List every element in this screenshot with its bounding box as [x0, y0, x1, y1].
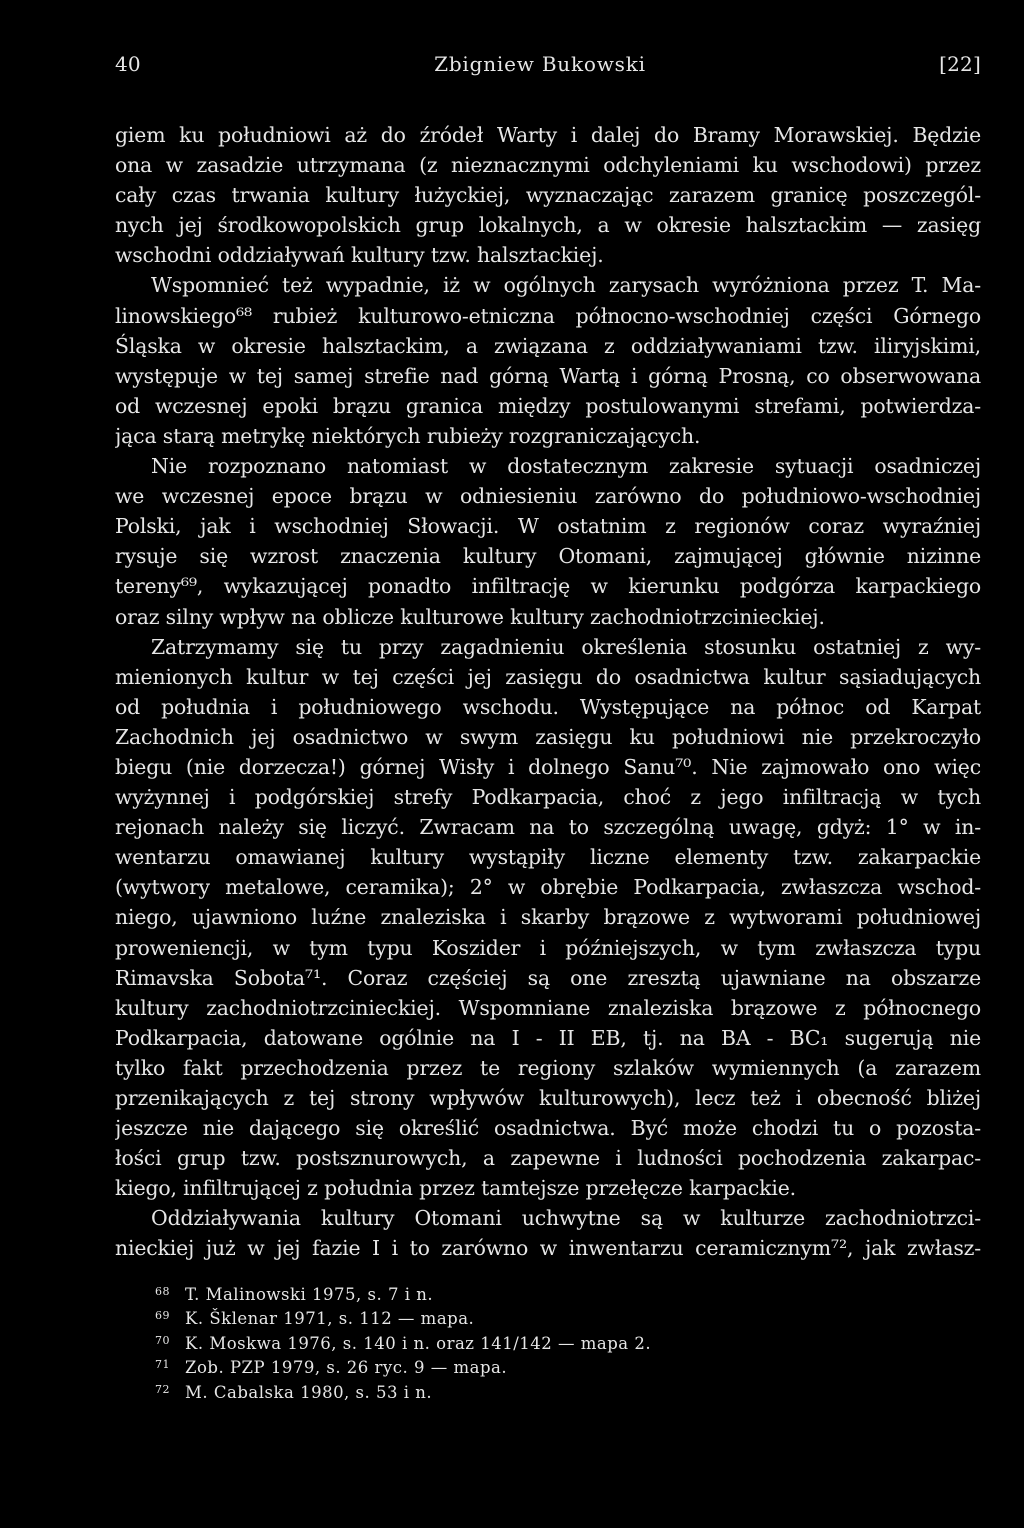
footnote-number: 69 [155, 1309, 170, 1323]
text-line: łości grup tzw. postsznurowych, a zapewne i ludności pochodzenia zakarpac- [115, 1146, 981, 1171]
footnotes [155, 1284, 981, 1407]
running-header [115, 52, 981, 82]
text-line: Oddziaływania kultury Otomani uchwytne są w kulturze zachodniotrzci- [151, 1206, 981, 1231]
text-line: przenikających z tej strony wpływów kulturowych), lecz też i obecność bliżej [115, 1086, 981, 1110]
text-line: linowskiego⁶⁸ rubież kulturowo-etniczna północno-wschodniej części Górnego [115, 303, 981, 328]
text-line: Śląska w okresie halsztackim, a związana z oddziaływaniami tzw. iliryjskimi, [115, 333, 981, 358]
footnote-text: K. Moskwa 1976, s. 140 i n. oraz 141/142 — mapa 2. [185, 1333, 652, 1353]
running-header-author: Zbigniew Bukowski [434, 52, 646, 76]
text-line: Wspomnieć też wypadnie, iż w ogólnych zarysach wyróżniona przez T. Ma- [151, 273, 981, 298]
text-line: wentarzu omawianej kultury wystąpiły liczne elementy tzw. zakarpackie [115, 845, 981, 870]
text-line: Polski, jak i wschodniej Słowacji. W ostatnim z regionów coraz wyraźniej [115, 514, 981, 539]
footnote-number: 70 [155, 1333, 170, 1347]
text-line: (wytwory metalowe, ceramika); 2° w obrębie Podkarpacia, zwłaszcza wschod- [115, 875, 981, 900]
text-line: cały czas trwania kultury łużyckiej, wyznaczając zarazem granicę poszczegól- [115, 183, 981, 208]
text-line: Zachodnich jej osadnictwo w swym zasięgu ku południowi nie przekroczyło [115, 724, 981, 749]
text-line: kiego, infiltrującej z południa przez tamtejsze przełęcze karpackie. [115, 1176, 796, 1201]
text-line: wyżynnej i podgórskiej strefy Podkarpacia, choć z jego infiltracją w tych [115, 785, 981, 810]
footnote [155, 1382, 981, 1407]
text-line: mienionych kultur w tej części jej zasięgu do osadnictwa kultur sąsiadujących [115, 664, 981, 689]
text-line: Podkarpacia, datowane ogólnie na I - II EB, tj. na BA - BC₁ sugerują nie [115, 1025, 981, 1050]
text-line: ona w zasadzie utrzymana (z nieznacznymi odchyleniami ku wschodowi) przez [115, 153, 981, 178]
text-line: kultury zachodniotrzcinieckiej. Wspomniane znaleziska brązowe z północnego [115, 995, 981, 1020]
footnote-number: 68 [155, 1284, 170, 1298]
main-text [115, 120, 981, 1264]
text-line: od wczesnej epoki brązu granica między postulowanymi strefami, potwierdza- [115, 393, 981, 418]
text-line: giem ku południowi aż do źródeł Warty i dalej do Bramy Morawskiej. Będzie [115, 123, 981, 147]
footnote [155, 1308, 981, 1333]
footnote [155, 1357, 981, 1382]
text-line: Zatrzymamy się tu przy zagadnieniu określenia stosunku ostatniej z wy- [151, 634, 981, 659]
footnote [155, 1284, 981, 1309]
text-line: tereny⁶⁹, wykazującej ponadto infiltrację w kierunku podgórza karpackiego [115, 574, 981, 599]
footnote-text: T. Malinowski 1975, s. 7 i n. [185, 1284, 434, 1304]
page-number: 40 [115, 52, 141, 76]
footnote-text: Zob. PZP 1979, s. 26 ryc. 9 — mapa. [185, 1358, 508, 1378]
footnote-number: 72 [155, 1382, 170, 1396]
footnote-number: 71 [155, 1358, 170, 1372]
text-line: nieckiej już w jej fazie I i to zarówno w inwentarzu ceramicznym⁷², jak zwłasz- [115, 1236, 981, 1261]
text-line: niego, ujawniono luźne znaleziska i skarby brązowe z wytworami południowej [115, 905, 981, 930]
text-line: rejonach należy się liczyć. Zwracam na to szczególną uwagę, gdyż: 1° w in- [115, 815, 981, 840]
footnote-text: M. Cabalska 1980, s. 53 i n. [185, 1382, 433, 1402]
text-line: nych jej środkowopolskich grup lokalnych, a w okresie halsztackim — zasięg [115, 213, 981, 238]
text-line: Nie rozpoznano natomiast w dostatecznym zakresie sytuacji osadniczej [151, 454, 981, 479]
text-line: biegu (nie dorzecza!) górnej Wisły i dolnego Sanu⁷⁰. Nie zajmowało ono więc [115, 754, 981, 779]
footnote-text: K. Šklenar 1971, s. 112 — mapa. [185, 1309, 475, 1329]
text-line: tylko fakt przechodzenia przez te regiony szlaków wymiennych (a zarazem [115, 1055, 981, 1080]
text-line: rysuje się wzrost znaczenia kultury Otomani, zajmującej głównie nizinne [115, 544, 981, 569]
section-marker: [22] [939, 52, 981, 76]
text-line: oraz silny wpływ na oblicze kulturowe kultury zachodniotrzcinieckiej. [115, 604, 825, 629]
text-line: proweniencji, w tym typu Koszider i późniejszych, w tym zwłaszcza typu [115, 935, 981, 960]
book-page [115, 52, 981, 1407]
text-line: we wczesnej epoce brązu w odniesieniu zarówno do południowo-wschodniej [115, 484, 981, 509]
text-line: jeszcze nie dającego się określić osadnictwa. Być może chodzi tu o pozosta- [115, 1116, 981, 1141]
text-line: występuje w tej samej strefie nad górną Wartą i górną Prosną, co obserwowana [115, 363, 981, 388]
text-line: od południa i południowego wschodu. Występujące na północ od Karpat [115, 694, 981, 719]
footnote [155, 1333, 981, 1358]
text-line: Rimavska Sobota⁷¹. Coraz częściej są one zresztą ujawniane na obszarze [115, 965, 981, 990]
text-line: jąca starą metrykę niektórych rubieży rozgraniczających. [115, 423, 701, 448]
text-line: wschodni oddziaływań kultury tzw. halsztackiej. [115, 243, 604, 268]
